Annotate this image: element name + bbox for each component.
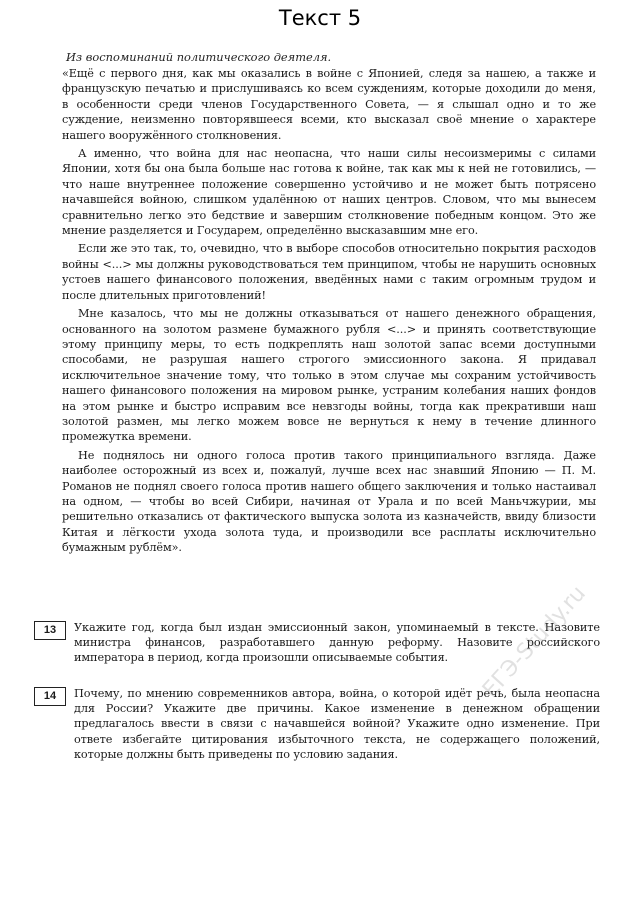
watermark: ЕГЭ-Study.ru — [478, 581, 591, 703]
text-paragraph-4: Мне казалось, что мы не должны отказываться от нашего денежного обращения, основанного на золотом размене бумажного рубля <...> и принять соответствующие этому принципу меры, то есть подкреплять наш золотой запас всеми доступными способами, не разрушая нашего строгого эмиссионного закона. Я придавал исключительное значение тому, что только в этом случае мы сохраним устойчивость нашего финансового положения на мировом рынке, устраним колебания наших фондов на этом рынке и быстро исправим все невзгоды войны, тогда как прекративши наш золотой размен, мы легко можем вовсе не вернуться к нему в течение длинного промежутка времени. — [62, 307, 596, 444]
text-paragraph-2: А именно, что война для нас неопасна, что наши силы несоизмеримы с силами Японии, хотя бы она была больше нас готова к войне, так как мы к ней не готовились, — что наше внутреннее положение совершенно устойчиво и не может быть потрясено начавшейся войною, слишком удалённою от наших центров. Словом, что мы вынесем сравнительно легко это бедствие и завершим столкновение победным концом. Это же мнение разделяется и Государем, определённо высказавшим мне его. — [62, 147, 596, 238]
task-number-box: 13 — [34, 621, 66, 640]
source-text — [62, 66, 596, 559]
text-paragraph-5: Не поднялось ни одного голоса против такого принципиального взгляда. Даже наиболее осторожный из всех и, пожалуй, лучше всех нас знавший Японию — П. М. Романов не поднял своего голоса против нашего общего заключения и только настаивал на одном, — чтобы во всей Сибири, начиная от Урала и по всей Маньчжурии, мы решительно отказались от фактического выпуска золота из казначейств, ввиду близости Китая и лёгкости ухода золота туда, и производили все расплаты исключительно бумажным рублём». — [62, 448, 596, 555]
task-question: Укажите год, когда был издан эмиссионный закон, упоминаемый в тексте. Назовите министра финансов, разработавшего данную реформу. Назовите российского императора в период, когда произошли описываемые события. — [74, 621, 600, 665]
source-caption: Из воспоминаний политического деятеля. — [66, 50, 332, 64]
task-question: Почему, по мнению современников автора, война, о которой идёт речь, была неопасна для России? Укажите две причины. Какое изменение в денежном обращении предлагалось ввести в связи с начавшейся войной? Укажите одно изменение. При ответе избегайте цитирования избыточного текста, не содержащего положений, которые должны быть приведены по условию задания. — [74, 687, 600, 761]
page-title: Текст 5 — [278, 6, 362, 30]
task-number-box: 14 — [34, 687, 66, 706]
text-paragraph-1: «Ещё с первого дня, как мы оказались в войне с Японией, следя за нашею, а также и французскую печатью и прислушиваясь ко всем суждениям, которые доходили до меня, в особенности среди членов Государственного Совета, — я слышал одно и то же суждение, неизменно повторявшееся всеми, кто высказал своё мнение о характере нашего вооружённого столкновения. — [62, 67, 596, 142]
text-paragraph-3: Если же это так, то, очевидно, что в выборе способов относительно покрытия расходов войны <...> мы должны руководствоваться тем принципом, чтобы не нарушить основных устоев нашего финансового положения, введённых нами с таким огромным трудом и после длительных приготовлений! — [62, 242, 596, 302]
